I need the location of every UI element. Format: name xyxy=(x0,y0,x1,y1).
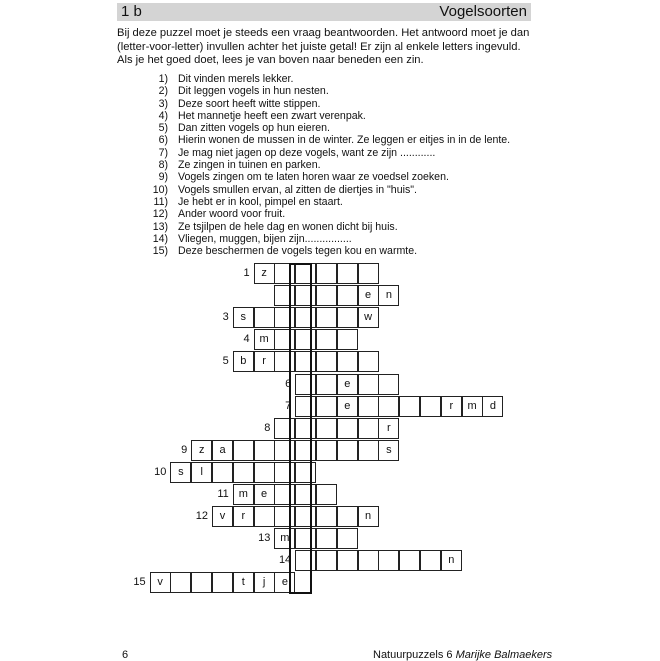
grid-cell[interactable]: e xyxy=(358,285,379,306)
grid-cell[interactable] xyxy=(378,374,399,395)
grid-cell[interactable]: a xyxy=(212,440,233,461)
row-number: 1 xyxy=(243,267,250,279)
grid-cell[interactable] xyxy=(295,374,316,395)
grid-cell[interactable] xyxy=(358,418,379,439)
clue-number: 7) xyxy=(158,146,168,159)
clue-text: Ze tsjilpen de hele dag en wonen dicht bij huis. xyxy=(178,220,398,233)
grid-cell[interactable]: r xyxy=(378,418,399,439)
grid-cell[interactable] xyxy=(316,307,337,328)
clue-number: 4) xyxy=(158,109,168,122)
footer-credit xyxy=(373,649,552,661)
grid-cell[interactable] xyxy=(337,440,358,461)
header-title: Vogelsoorten xyxy=(439,3,527,20)
row-number: 11 xyxy=(217,488,229,500)
clue-number: 5) xyxy=(158,122,168,135)
clue-text: Je mag niet jagen op deze vogels, want ze zijn ............ xyxy=(178,146,436,159)
clue-text: Ze zingen in tuinen en parken. xyxy=(178,159,321,172)
grid-cell[interactable]: e xyxy=(274,572,295,593)
row-number: 8 xyxy=(264,421,271,434)
grid-cell[interactable] xyxy=(420,550,441,571)
grid-cell[interactable] xyxy=(254,307,275,328)
grid-cell[interactable] xyxy=(358,440,379,461)
page-number: 6 xyxy=(122,649,129,661)
grid-cell[interactable] xyxy=(274,285,295,306)
grid-cell[interactable] xyxy=(316,374,337,395)
grid-cell[interactable] xyxy=(337,351,358,372)
grid-cell[interactable] xyxy=(274,263,295,284)
clue-text: Dit vinden merels lekker. xyxy=(178,73,294,85)
clue-text: Ander woord voor fruit. xyxy=(178,208,286,221)
grid-cell[interactable]: m xyxy=(254,329,275,350)
grid-cell[interactable] xyxy=(274,418,295,439)
row-number: 12 xyxy=(195,510,208,523)
grid-cell[interactable]: d xyxy=(482,396,503,417)
clue-text: Vogels smullen ervan, al zitten de diertjes in "huis". xyxy=(178,183,417,196)
row-number xyxy=(242,285,270,306)
grid-cell[interactable] xyxy=(233,462,254,483)
grid-cell[interactable] xyxy=(316,396,337,417)
grid-cell[interactable] xyxy=(254,440,275,461)
grid-cell[interactable] xyxy=(316,506,337,527)
clue-text: Vliegen, muggen, bijen zijn................ xyxy=(178,232,352,245)
grid-cell[interactable] xyxy=(274,329,295,350)
grid-cell[interactable] xyxy=(254,462,275,483)
clue-text: Vogels zingen om te laten horen waar ze voedsel zoeken. xyxy=(178,171,449,184)
grid-cell[interactable] xyxy=(337,550,358,571)
grid-cell[interactable] xyxy=(316,351,337,372)
grid-cell[interactable]: w xyxy=(358,307,379,328)
row-number: 13 xyxy=(258,532,271,545)
grid-cell[interactable] xyxy=(337,418,358,439)
clue-number: 13) xyxy=(152,220,168,233)
grid-cell[interactable]: m xyxy=(274,528,295,549)
grid-cell[interactable] xyxy=(274,506,295,527)
clue-number: 8) xyxy=(158,159,168,172)
grid-cell[interactable] xyxy=(295,440,316,461)
grid-cell[interactable] xyxy=(358,550,379,571)
grid-cell[interactable] xyxy=(295,506,316,527)
grid-cell[interactable]: v xyxy=(150,572,171,593)
row-number: 7 xyxy=(285,399,292,412)
grid-cell[interactable]: z xyxy=(254,263,275,284)
grid-cell[interactable] xyxy=(358,263,379,284)
clue-text: Deze soort heeft witte stippen. xyxy=(178,97,321,110)
header-label: 1 b xyxy=(121,3,142,20)
row-number: 14 xyxy=(278,554,292,567)
clue-text: Het mannetje heeft een zwart verenpak. xyxy=(178,109,366,122)
grid-cell[interactable]: z xyxy=(191,440,212,461)
clue-number: 2) xyxy=(158,85,168,98)
grid-cell[interactable] xyxy=(295,329,316,350)
clue-number: 6) xyxy=(158,134,168,147)
clue-number: 14) xyxy=(152,232,168,245)
grid-cell[interactable] xyxy=(316,550,337,571)
grid-cell[interactable] xyxy=(295,462,316,483)
grid-cell[interactable] xyxy=(399,550,420,571)
grid-cell[interactable] xyxy=(295,351,316,372)
book-title: Natuurpuzzels 6 xyxy=(373,649,453,661)
grid-cell[interactable]: n xyxy=(441,550,462,571)
grid-cell[interactable] xyxy=(337,307,358,328)
grid-cell[interactable] xyxy=(295,263,316,284)
grid-cell[interactable] xyxy=(233,440,254,461)
grid-cell[interactable] xyxy=(358,351,379,372)
grid-cell[interactable] xyxy=(358,396,379,417)
grid-cell[interactable] xyxy=(212,462,233,483)
grid-cell[interactable] xyxy=(295,550,316,571)
clue-number: 10) xyxy=(152,183,168,196)
clue-text: Dit leggen vogels in hun nesten. xyxy=(178,85,329,98)
clue-text: Dan zitten vogels op hun eieren. xyxy=(178,122,330,135)
grid-cell[interactable] xyxy=(378,550,399,571)
grid-cell[interactable] xyxy=(316,329,337,350)
grid-cell[interactable]: e xyxy=(337,374,358,395)
row-number: 5 xyxy=(222,355,229,368)
grid-cell[interactable] xyxy=(420,396,441,417)
grid-cell[interactable] xyxy=(274,351,295,372)
grid-cell[interactable] xyxy=(316,263,337,284)
clue-number: 9) xyxy=(158,171,168,184)
grid-cell[interactable]: m xyxy=(462,396,483,417)
grid-cell[interactable]: r xyxy=(233,506,254,527)
grid-cell[interactable]: s xyxy=(170,462,191,483)
grid-cell[interactable]: n xyxy=(358,506,379,527)
grid-cell[interactable] xyxy=(337,528,358,549)
grid-cell[interactable] xyxy=(254,506,275,527)
grid-cell[interactable] xyxy=(316,484,337,505)
grid-cell[interactable]: n xyxy=(378,285,399,306)
instructions-paragraph: Bij deze puzzel moet je steeds een vraag beantwoorden. Het antwoord moet je dan (letter-voor-letter) invullen achter het juiste getal! Er zijn al enkele letters ingevuld. Als je het goed doet, lees je van boven naar beneden een zin. xyxy=(117,27,530,67)
row-number: 3 xyxy=(222,311,229,324)
grid-cell[interactable]: s xyxy=(233,307,254,328)
grid-cell[interactable]: r xyxy=(254,351,275,372)
grid-cell[interactable] xyxy=(170,572,191,593)
clue-text: Je hebt er in kool, pimpel en staart. xyxy=(178,195,343,208)
grid-cell[interactable] xyxy=(337,263,358,284)
grid-cell[interactable] xyxy=(274,307,295,328)
grid-cell[interactable] xyxy=(337,329,358,350)
grid-cell[interactable]: l xyxy=(191,462,212,483)
grid-cell[interactable]: t xyxy=(233,572,254,593)
grid-cell[interactable] xyxy=(337,285,358,306)
grid-cell[interactable]: b xyxy=(233,351,254,372)
clue-number: 15) xyxy=(152,245,168,258)
clue-number: 11) xyxy=(153,195,168,208)
row-number: 6 xyxy=(285,377,292,390)
grid-cell[interactable] xyxy=(316,285,337,306)
grid-cell[interactable] xyxy=(316,440,337,461)
author-name: Marijke Balmaekers xyxy=(455,649,553,661)
grid-cell[interactable]: j xyxy=(254,572,275,593)
clue-text: Deze beschermen de vogels tegen kou en warmte. xyxy=(178,245,418,258)
grid-cell[interactable]: r xyxy=(441,396,462,417)
clue-number: 1) xyxy=(158,73,168,85)
grid-cell[interactable] xyxy=(295,484,316,505)
grid-cell[interactable]: s xyxy=(378,440,399,461)
grid-cell[interactable] xyxy=(295,396,316,417)
grid-cell[interactable] xyxy=(212,572,233,593)
grid-cell[interactable] xyxy=(274,440,295,461)
grid-cell[interactable]: v xyxy=(212,506,233,527)
grid-cell[interactable] xyxy=(316,418,337,439)
grid-cell[interactable] xyxy=(295,418,316,439)
grid-cell[interactable] xyxy=(274,462,295,483)
clue-number: 3) xyxy=(158,97,168,110)
grid-cell[interactable] xyxy=(191,572,212,593)
grid-cell[interactable] xyxy=(399,396,420,417)
row-number: 4 xyxy=(243,333,250,346)
grid-cell[interactable] xyxy=(378,396,399,417)
row-number: 15 xyxy=(133,576,146,589)
grid-cell[interactable] xyxy=(295,285,316,306)
grid-cell[interactable]: e xyxy=(254,484,275,505)
grid-cell[interactable] xyxy=(358,374,379,395)
grid-cell[interactable] xyxy=(274,484,295,505)
row-number: 9 xyxy=(181,443,188,456)
grid-cell[interactable] xyxy=(337,506,358,527)
clue-number: 12) xyxy=(152,208,168,221)
clue-text: Hierin wonen de mussen in de winter. Ze leggen er eitjes in in de lente. xyxy=(178,134,511,147)
grid-cell[interactable]: m xyxy=(233,484,254,505)
grid-cell[interactable] xyxy=(295,307,316,328)
grid-cell[interactable] xyxy=(295,528,316,549)
grid-cell[interactable] xyxy=(316,528,337,549)
row-number: 10 xyxy=(154,465,167,478)
grid-cell[interactable]: e xyxy=(337,396,358,417)
